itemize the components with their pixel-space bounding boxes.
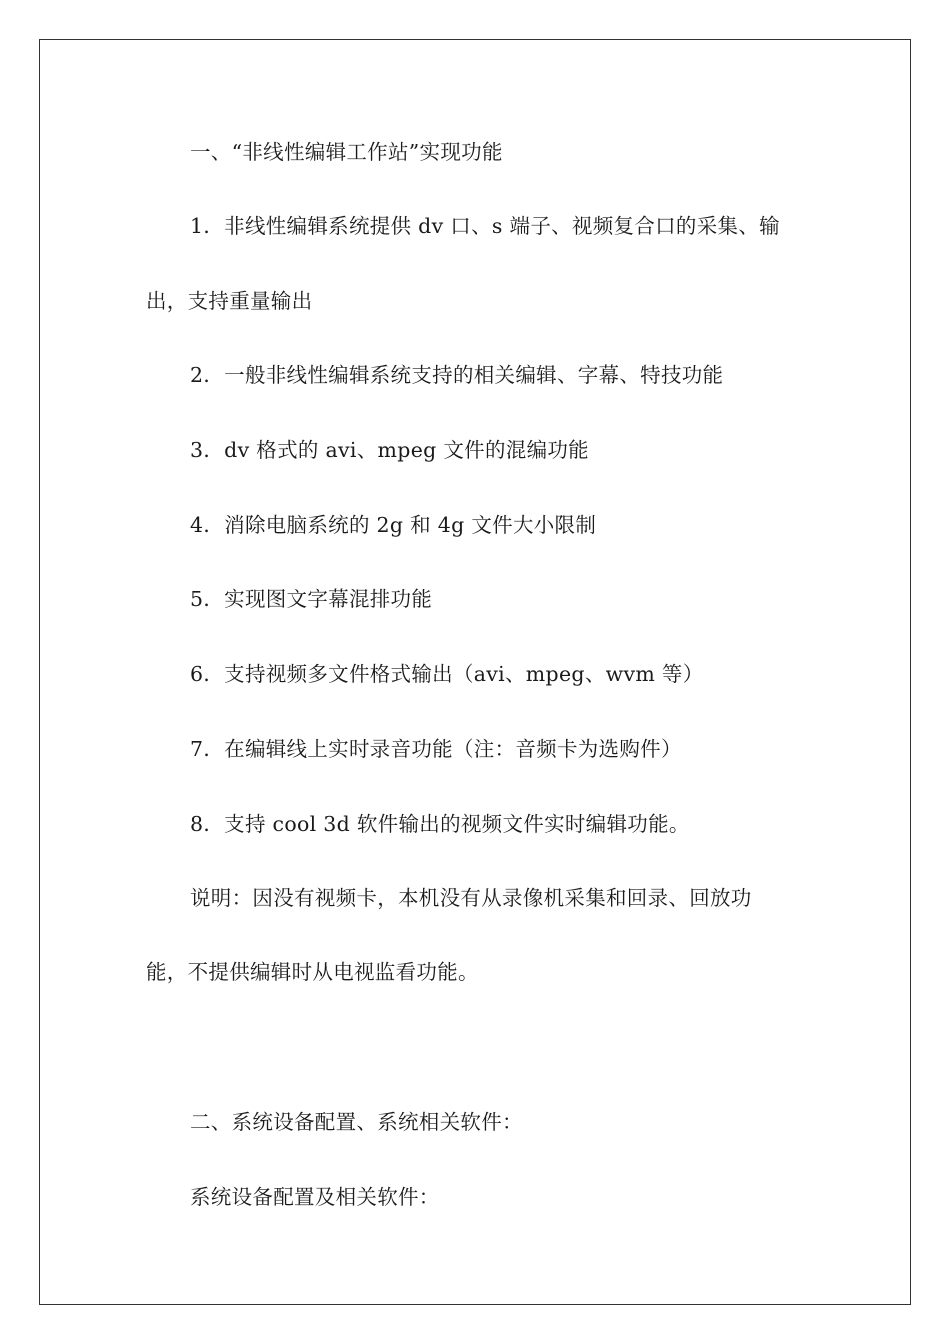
section-2-subheading: 系统设备配置及相关软件： <box>190 1185 440 1209</box>
list-item-5: 5．实现图文字幕混排功能 <box>190 587 433 611</box>
note-line-1: 说明：因没有视频卡，本机没有从录像机采集和回录、回放功 <box>190 886 752 910</box>
list-item-6: 6．支持视频多文件格式输出（avi、mpeg、wvm 等） <box>190 662 704 686</box>
note-line-2: 能，不提供编辑时从电视监看功能。 <box>146 960 479 984</box>
list-item-3: 3．dv 格式的 avi、mpeg 文件的混编功能 <box>190 438 589 462</box>
list-item-1-line-1: 1．非线性编辑系统提供 dv 口、s 端子、视频复合口的采集、输 <box>190 214 780 238</box>
section-1-heading: 一、“非线性编辑工作站”实现功能 <box>190 140 503 164</box>
list-item-2: 2．一般非线性编辑系统支持的相关编辑、字幕、特技功能 <box>190 363 724 387</box>
list-item-8: 8．支持 cool 3d 软件输出的视频文件实时编辑功能。 <box>190 812 690 836</box>
section-2-heading: 二、系统设备配置、系统相关软件： <box>190 1110 523 1134</box>
list-item-4: 4．消除电脑系统的 2g 和 4g 文件大小限制 <box>190 513 597 537</box>
list-item-7: 7．在编辑线上实时录音功能（注：音频卡为选购件） <box>190 737 682 761</box>
list-item-1-line-2: 出，支持重量输出 <box>146 289 313 313</box>
